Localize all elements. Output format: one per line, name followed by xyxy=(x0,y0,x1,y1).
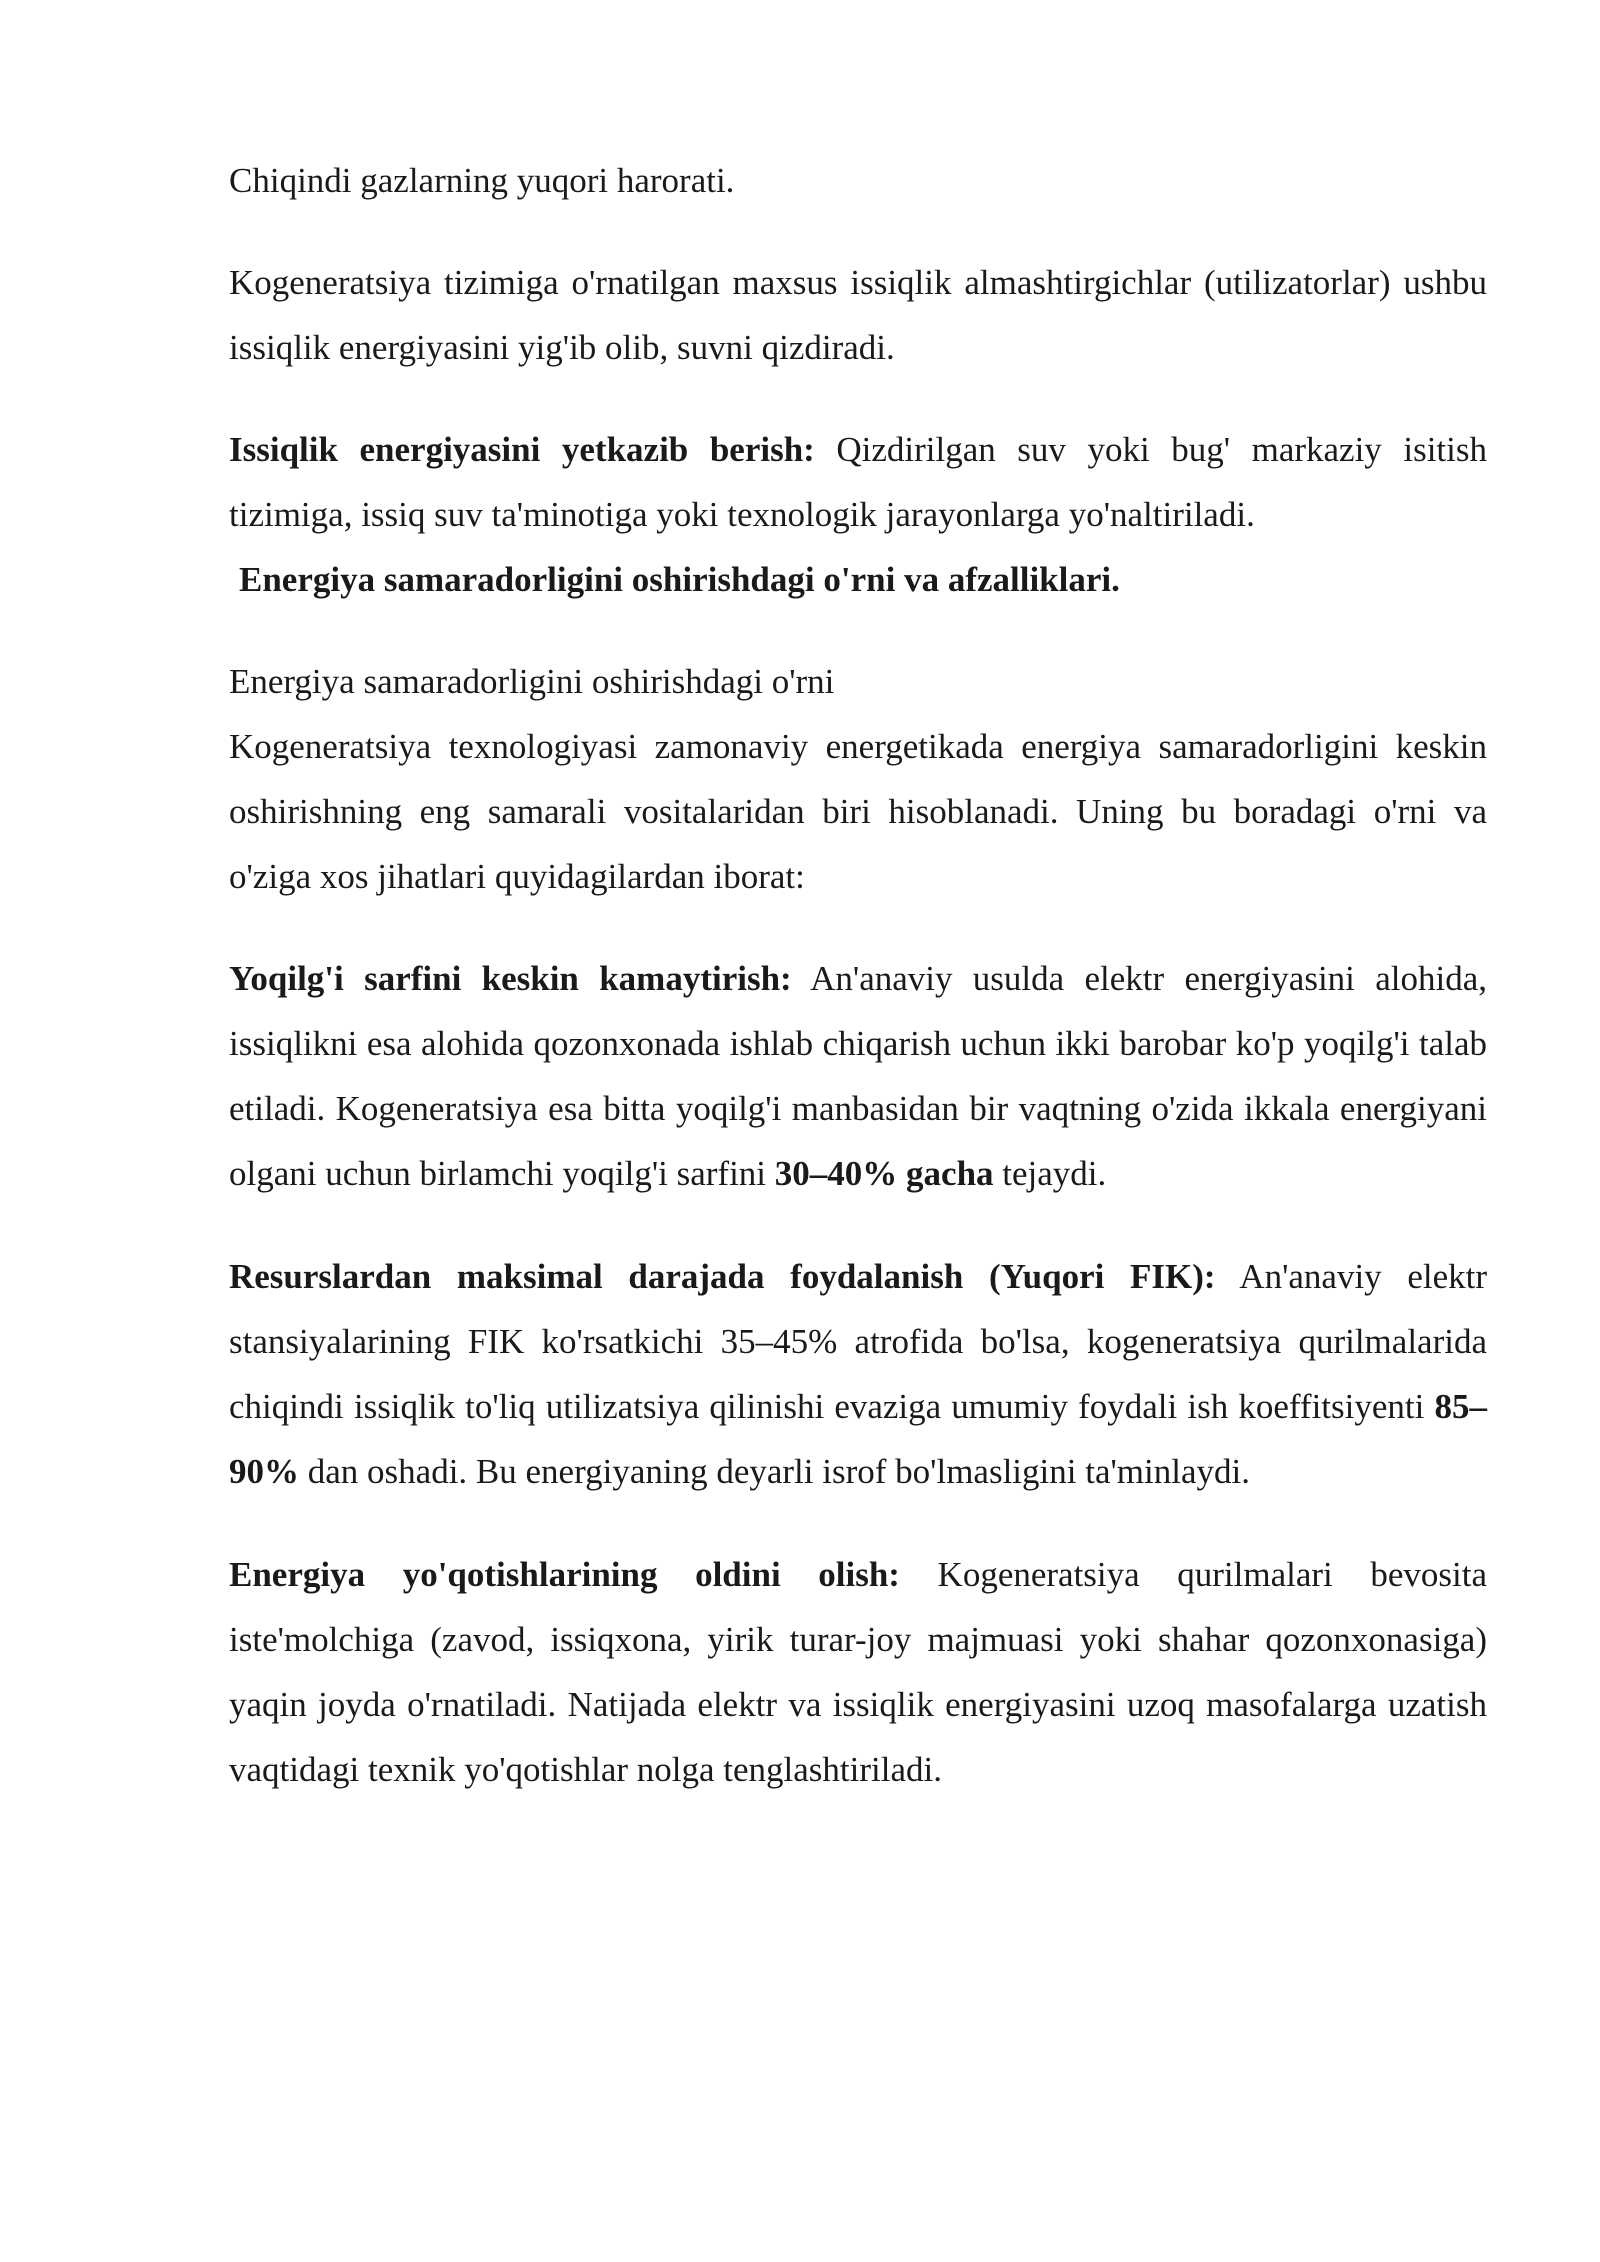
loss-prevention-text: Kogeneratsiya qurilmalari bevosita iste'molchiga (zavod, issiqxona, yirik turar-joy majmuasi yoki shahar qozonxonasiga) yaqin joyda o'rnatiladi. Natijada elektr va issiqlik energiyasini uzoq masofalarga uzatish vaqtidagi texnik yo'qotishlar nolga tenglashtiriladi. xyxy=(229,1555,1487,1789)
fuel-reduction-percent: 30–40% gacha xyxy=(774,1154,994,1193)
heat-delivery-lead: Issiqlik energiyasini yetkazib berish: xyxy=(229,430,815,469)
paragraph-fuel-reduction xyxy=(229,946,1487,1206)
paragraph-exhaust-gas: Chiqindi gazlarning yuqori harorati. xyxy=(229,161,735,200)
resource-use-lead: Resurslardan maksimal darajada foydalanish (Yuqori FIK): xyxy=(229,1257,1216,1296)
fuel-reduction-text-1: An'anaviy usulda elektr energiyasini alohida, issiqlikni esa alohida qozonxonada ishlab chiqarish uchun ikki barobar ko'p yoqilg'i talab etiladi. Kogeneratsiya esa bitta yoqilg'i manbasidan bir vaqtning o'zida ikkala energiyani olgani uchun birlamchi yoqilg'i sarfini xyxy=(229,959,1487,1193)
heat-delivery-text: Qizdirilgan suv yoki bug' markaziy isitish tizimiga, issiq suv ta'minotiga yoki texnologik jarayonlarga yo'naltiriladi. xyxy=(229,430,1487,534)
subsection-title: Energiya samaradorligini oshirishdagi o'rni xyxy=(229,662,835,701)
fuel-reduction-text-2: tejaydi. xyxy=(993,1154,1107,1193)
paragraph-resource-use xyxy=(229,1244,1487,1504)
section-heading: Energiya samaradorligini oshirishdagi o'rni va afzalliklari. xyxy=(239,560,1120,599)
paragraph-loss-prevention xyxy=(229,1542,1487,1802)
paragraph-heat-delivery xyxy=(229,417,1487,547)
paragraph-technology-role: Kogeneratsiya texnologiyasi zamonaviy energetikada energiya samaradorligini keskin oshirishning eng samarali vositalaridan biri hisoblanadi. Uning bu boradagi o'rni va o'ziga xos jihatlari quyidagilardan iborat: xyxy=(229,727,1487,896)
resource-use-percent: 85–90% xyxy=(229,1387,1487,1491)
resource-use-text-2: dan oshadi. Bu energiyaning deyarli isrof bo'lmasligini ta'minlaydi. xyxy=(299,1452,1250,1491)
loss-prevention-lead: Energiya yo'qotishlarining oldini olish: xyxy=(229,1555,900,1594)
paragraph-heat-exchangers: Kogeneratsiya tizimiga o'rnatilgan maxsus issiqlik almashtirgichlar (utilizatorlar) ushbu issiqlik energiyasini yig'ib olib, suvni qizdiradi. xyxy=(229,263,1487,367)
resource-use-text-1: An'anaviy elektr stansiyalarining FIK ko'rsatkichi 35–45% atrofida bo'lsa, kogeneratsiya qurilmalarida chiqindi issiqlik to'liq utilizatsiya qilinishi evaziga umumiy foydali ish koeffitsiyenti xyxy=(229,1257,1487,1426)
document-body xyxy=(229,148,1487,1802)
fuel-reduction-lead: Yoqilg'i sarfini keskin kamaytirish: xyxy=(229,959,792,998)
